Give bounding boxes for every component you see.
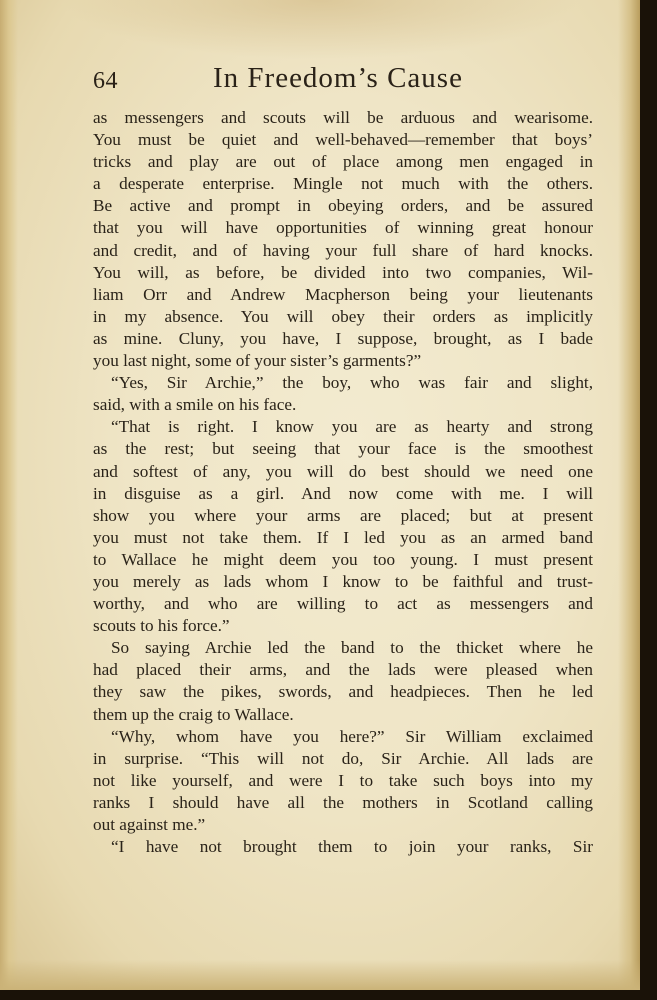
text-line: to Wallace he might deem you too young. I must present (93, 549, 593, 569)
text-line: as mine. Cluny, you have, I suppose, brought, as I bade (93, 328, 593, 348)
text-line: you last night, some of your sister’s garments?” (93, 351, 422, 371)
text-line: and softest of any, you will do best should we need one (93, 461, 593, 481)
text-line: a desperate enterprise. Mingle not much with the others. (93, 174, 593, 194)
text-line: as the rest; but seeing that your face is the smoothest (93, 439, 593, 459)
text-line: scouts to his force.” (93, 616, 230, 636)
text-line: you must not take them. If I led you as an armed band (93, 527, 593, 547)
text-line: had placed their arms, and the lads were pleased when (93, 660, 593, 680)
text-line: “That is right. I know you are as hearty and strong (111, 417, 593, 437)
text-line: they saw the pikes, swords, and headpieces. Then he led (93, 682, 593, 702)
page-edge-shadow-right (618, 0, 640, 990)
text-line: out against me.” (93, 815, 206, 834)
text-line: show you where your arms are placed; but at present (93, 505, 593, 525)
text-line: You must be quiet and well-behaved—remember that boys’ (93, 130, 593, 150)
text-line: So saying Archie led the band to the thicket where he (111, 638, 593, 658)
text-line: You will, as before, be divided into two companies, Wil- (93, 262, 593, 282)
page-edge-shadow-bottom (0, 960, 640, 990)
body-text (93, 107, 593, 858)
text-line: tricks and play are out of place among men engaged in (93, 152, 593, 172)
text-line: liam Orr and Andrew Macpherson being your lieutenants (93, 284, 593, 304)
text-line: worthy, and who are willing to act as messengers and (93, 594, 593, 614)
text-line: in disguise as a girl. And now come with me. I will (93, 483, 593, 503)
text-line: “Yes, Sir Archie,” the boy, who was fair and slight, (111, 373, 593, 393)
page-edge-shadow-left (0, 0, 18, 990)
text-line: ranks I should have all the mothers in Scotland calling (93, 792, 593, 812)
text-line: “Why, whom have you here?” Sir William exclaimed (111, 726, 593, 746)
text-line: as messengers and scouts will be arduous and wearisome. (93, 108, 593, 127)
text-line: that you will have opportunities of winning great honour (93, 218, 593, 238)
text-line: Be active and prompt in obeying orders, and be assured (93, 196, 593, 216)
text-line: in my absence. You will obey their orders as implicitly (93, 306, 593, 326)
page-header (93, 62, 593, 102)
text-line: “I have not brought them to join your ranks, Sir (111, 837, 593, 857)
page-number: 64 (93, 68, 118, 94)
text-line: and credit, and of having your full share of hard knocks. (93, 240, 593, 260)
text-line: not like yourself, and were I to take such boys into my (93, 770, 593, 790)
running-head-title: In Freedom’s Cause (213, 62, 463, 94)
text-line: in surprise. “This will not do, Sir Archie. All lads are (93, 748, 593, 768)
paper-stain (60, 0, 580, 60)
text-line: you merely as lads whom I know to be faithful and trust- (93, 571, 593, 591)
text-line: them up the craig to Wallace. (93, 704, 294, 724)
text-line: said, with a smile on his face. (93, 395, 297, 415)
